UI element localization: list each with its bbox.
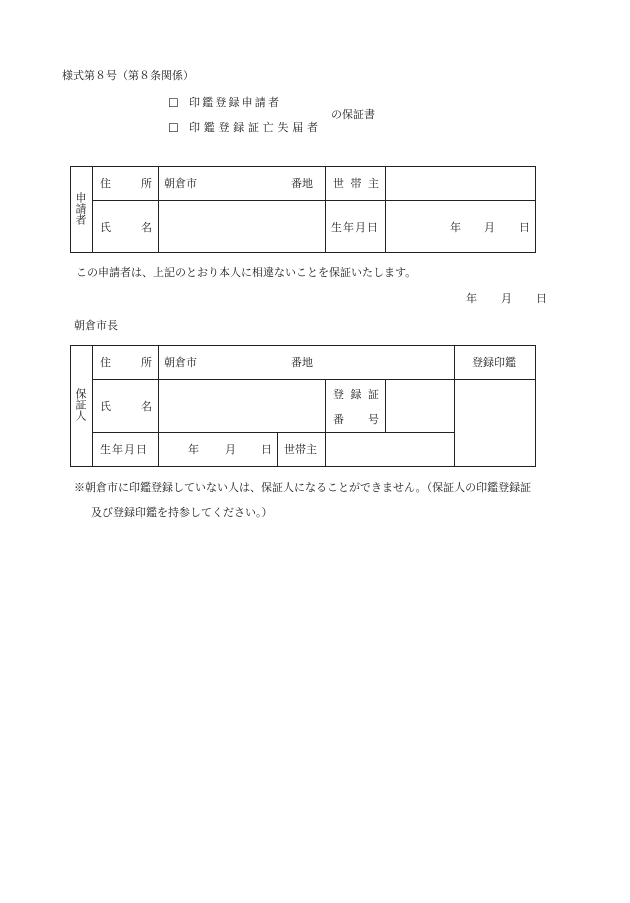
- guarantor-seal-label: 登録印鑑: [472, 356, 516, 369]
- applicant-name-field[interactable]: [162, 204, 322, 250]
- guarantor-dob-day: 日: [261, 443, 272, 456]
- guarantor-address-suffix: 番地: [291, 356, 313, 369]
- option-applicant-checkbox[interactable]: ☐: [168, 96, 179, 110]
- guarantor-cert-number-field[interactable]: [388, 383, 451, 429]
- applicant-address-prefix: 朝倉市: [164, 177, 197, 190]
- applicant-household-head-field[interactable]: [388, 170, 532, 196]
- applicant-name-label: 氏 名: [100, 221, 152, 234]
- title-suffix: の保証書: [331, 108, 375, 121]
- guarantor-household-head-field[interactable]: [329, 436, 451, 464]
- applicant-dob-year: 年: [450, 221, 461, 234]
- applicant-address-suffix: 番地: [291, 177, 313, 190]
- applicant-section-label: 申請者: [74, 192, 87, 225]
- option-lost-cert-checkbox[interactable]: ☐: [168, 121, 179, 135]
- option-applicant-label: 印 鑑 登 録 申 請 者: [189, 96, 279, 109]
- guarantor-address-field[interactable]: [200, 349, 288, 375]
- guarantor-dob-month: 月: [225, 443, 236, 456]
- applicant-dob-label: 生年月日: [331, 221, 379, 234]
- applicant-dob-month: 月: [484, 221, 495, 234]
- guarantor-seal-box[interactable]: [458, 383, 532, 463]
- guarantor-household-head-label: 世帯主: [284, 443, 317, 456]
- date-month: 月: [501, 292, 512, 305]
- guarantee-statement: この申請者は、上記のとおり本人に相違ないことを保証いたします。: [76, 266, 417, 279]
- guarantor-dob-year: 年: [188, 443, 199, 456]
- guarantor-address-label: 住 所: [100, 356, 152, 369]
- date-year: 年: [466, 292, 477, 305]
- applicant-address-label: 住 所: [100, 177, 152, 190]
- guarantor-address-prefix: 朝倉市: [164, 356, 197, 369]
- guarantor-cert-label-line1: 登 録 証: [333, 388, 379, 401]
- note-line-1: ※朝倉市に印鑑登録していない人は、保証人になることができません。（保証人の印鑑登録証: [74, 481, 532, 494]
- applicant-household-head-label: 世 帯 主: [333, 177, 379, 190]
- applicant-dob-day: 日: [519, 221, 530, 234]
- applicant-address-field[interactable]: [200, 170, 288, 196]
- addressee: 朝倉市長: [74, 319, 118, 332]
- guarantor-name-label: 氏 名: [100, 400, 152, 413]
- guarantor-cert-label-line2: 番 号: [333, 413, 379, 426]
- form-number: 様式第８号（第８条関係）: [62, 69, 194, 82]
- option-lost-cert-label: 印 鑑 登 録 証 亡 失 届 者: [189, 121, 318, 134]
- note-line-2: 及び登録印鑑を持参してください。）: [91, 506, 273, 519]
- guarantor-dob-label: 生年月日: [100, 443, 148, 456]
- guarantor-name-field[interactable]: [162, 383, 322, 429]
- date-day: 日: [536, 292, 547, 305]
- guarantor-section-label: 保証人: [74, 388, 87, 421]
